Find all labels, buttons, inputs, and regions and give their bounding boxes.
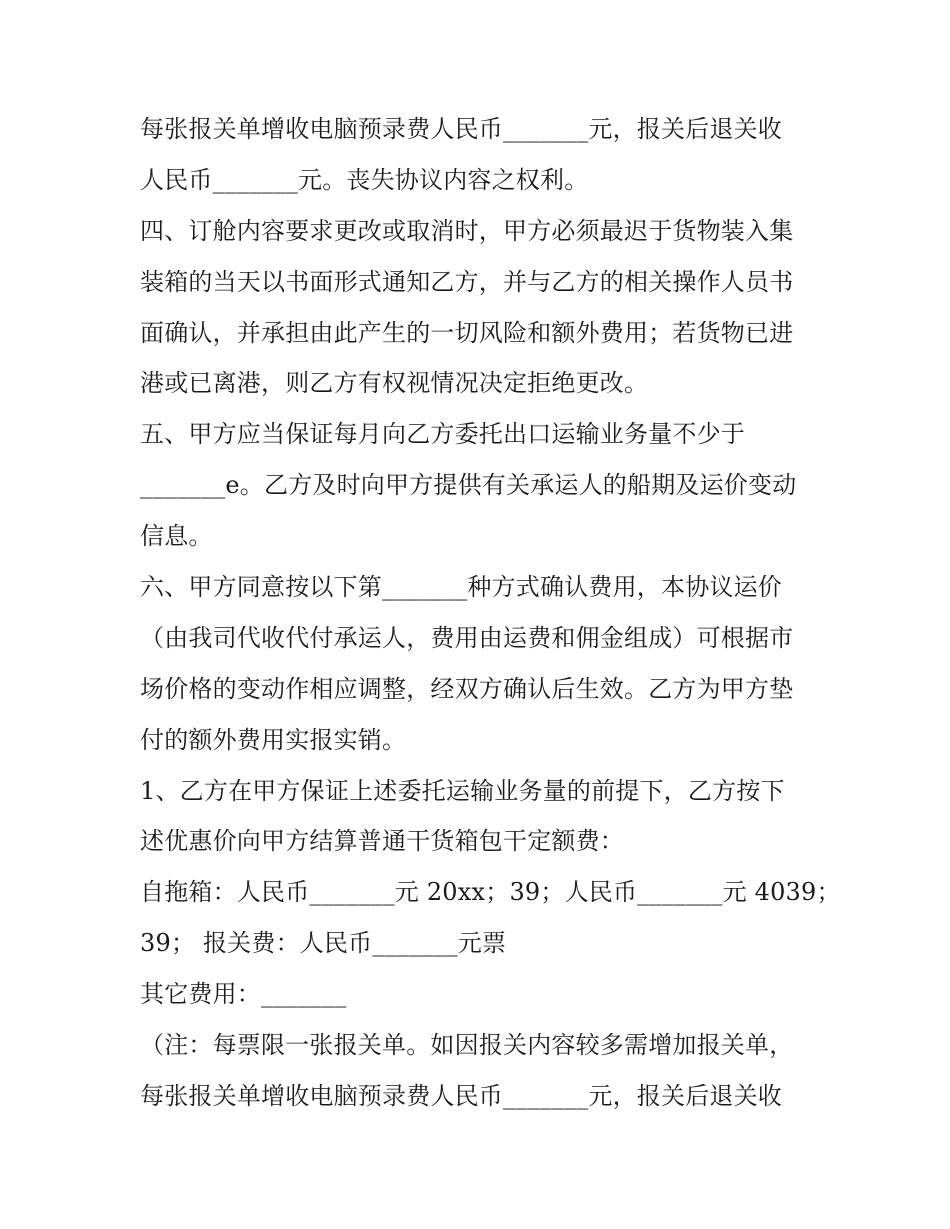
text-line-4: 装箱的当天以书面形式通知乙方，并与乙方的相关操作人员书 bbox=[140, 267, 794, 296]
text-line-19: （注：每票限一张报关单。如因报关内容较多需增加报关单， bbox=[140, 1031, 794, 1060]
text-line-5: 面确认，并承担由此产生的一切风险和额外费用；若货物已进 bbox=[140, 318, 794, 347]
document-body bbox=[140, 104, 841, 1122]
text-line-11: （由我司代收代付承运人，费用由运费和佣金组成）可根据市 bbox=[140, 623, 794, 652]
text-line-7: 五、甲方应当保证每月向乙方委托出口运输业务量不少于 bbox=[140, 420, 745, 449]
text-line-14: 1、乙方在甲方保证上述委托运输业务量的前提下，乙方按下 bbox=[140, 776, 785, 805]
text-line-15: 述优惠价向甲方结算普通干货箱包干定额费： bbox=[140, 827, 624, 856]
text-line-20: 每张报关单增收电脑预录费人民币_______元，报关后退关收 bbox=[140, 1081, 782, 1110]
text-line-1: 每张报关单增收电脑预录费人民币_______元，报关后退关收 bbox=[140, 115, 782, 143]
text-line-10: 六、甲方同意按以下第_______种方式确认费用，本协议运价 bbox=[140, 573, 782, 602]
text-line-2: 人民币_______元。丧失协议内容之权利。 bbox=[140, 165, 589, 194]
text-line-18: 其它费用：_______ bbox=[140, 980, 347, 1009]
text-line-13: 付的额外费用实报实销。 bbox=[140, 725, 407, 754]
text-line-3: 四、订舱内容要求更改或取消时，甲方必须最迟于货物装入集 bbox=[140, 216, 794, 245]
text-line-17: 39； 报关费：人民币_______元票 bbox=[140, 929, 507, 958]
text-line-12: 场价格的变动作相应调整，经双方确认后生效。乙方为甲方垫 bbox=[140, 674, 794, 703]
text-line-9: 信息。 bbox=[140, 522, 213, 551]
text-line-16: 自拖箱：人民币_______元 20xx；39；人民币_______元 4039； bbox=[140, 878, 841, 907]
text-line-6: 港或已离港，则乙方有权视情况决定拒绝更改。 bbox=[140, 369, 649, 398]
text-line-8: _______e。乙方及时向甲方提供有关承运人的船期及运价变动 bbox=[140, 471, 797, 500]
